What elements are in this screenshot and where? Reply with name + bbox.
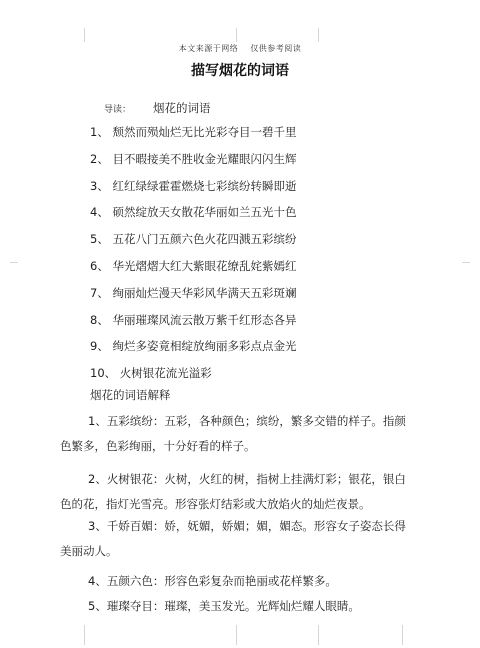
- paragraph-line: 色繁多，色彩绚丽，十分好看的样子。: [60, 439, 256, 453]
- paragraph-line: 1、五彩缤纷：五彩，各种颜色；缤纷，繁多交错的样子。指颜: [88, 414, 406, 428]
- list-item: 4、 硕然绽放天女散花华丽如兰五光十色: [90, 205, 297, 220]
- paragraph-line: 5、璀璨夺目：璀璨，美玉发光。光辉灿烂耀人眼睛。: [88, 599, 360, 613]
- paragraph-line: 3、千娇百媚：娇，妩媚，娇媚；媚，媚态。形容女子姿态长得: [88, 519, 406, 533]
- list-item: 7、 绚丽灿烂漫天华彩风华满天五彩斑斓: [90, 285, 297, 300]
- source-note-right: 仅供参考阅读: [250, 44, 302, 53]
- page-title: 描写烟花的词语: [191, 63, 289, 79]
- list-item: 1、 颓然而殒灿烂无比光彩夺目一碧千里: [90, 125, 297, 139]
- source-note-left: 本文来源于网络: [178, 44, 239, 53]
- list-item: 8、 华丽璀璨风流云散万紫千红形态各异: [90, 312, 297, 327]
- crop-mark: [84, 625, 85, 645]
- list-item: 9、 绚烂多姿竟相绽放绚丽多彩点点金光: [90, 339, 297, 354]
- list-item: 6、 华光熠熠大红大紫眼花缭乱姹紫嫣红: [90, 258, 297, 273]
- paragraph-line: 色的花，指灯光雪亮。形容张灯结彩或大放焰火的灿烂夜景。: [60, 497, 371, 511]
- paragraph-line: 4、五颜六色：形容色彩复杂而艳丽或花样繁多。: [88, 574, 337, 588]
- lead-line: [104, 100, 211, 116]
- paragraph-line: 2、火树银花：火树，火红的树，指树上挂满灯彩；银花，银白: [88, 472, 406, 486]
- crop-mark: [318, 28, 319, 42]
- explanation-paragraph: [60, 594, 430, 619]
- crop-mark: [236, 625, 237, 645]
- crop-mark: [402, 625, 403, 645]
- crop-mark: [236, 28, 237, 42]
- crop-mark: [318, 625, 319, 645]
- source-note: [0, 43, 480, 54]
- phrase-list: [90, 124, 296, 392]
- list-item: 5、 五花八门五颜六色火花四溅五彩缤纷: [90, 232, 297, 247]
- paragraph-line: 美丽动人。: [60, 544, 118, 558]
- crop-mark: [84, 28, 85, 42]
- explanation-paragraph: [60, 569, 430, 594]
- list-item: 2、 目不暇接美不胜收金光耀眼闪闪生辉: [90, 151, 297, 166]
- section-heading: 烟花的词语解释: [90, 388, 171, 402]
- list-item: 10、 火树银花流光溢彩: [90, 366, 212, 381]
- lead-label: 导读：: [104, 105, 132, 115]
- explanation-paragraph: [60, 467, 430, 517]
- explanation-paragraph: [60, 514, 430, 564]
- explanation-paragraph: [60, 409, 430, 459]
- list-item: 3、 红红绿绿霍霍燃烧七彩缤纷转瞬即逝: [90, 178, 297, 193]
- crop-mark: [10, 262, 18, 263]
- crop-mark: [462, 262, 470, 263]
- lead-text: 烟花的词语: [153, 101, 211, 115]
